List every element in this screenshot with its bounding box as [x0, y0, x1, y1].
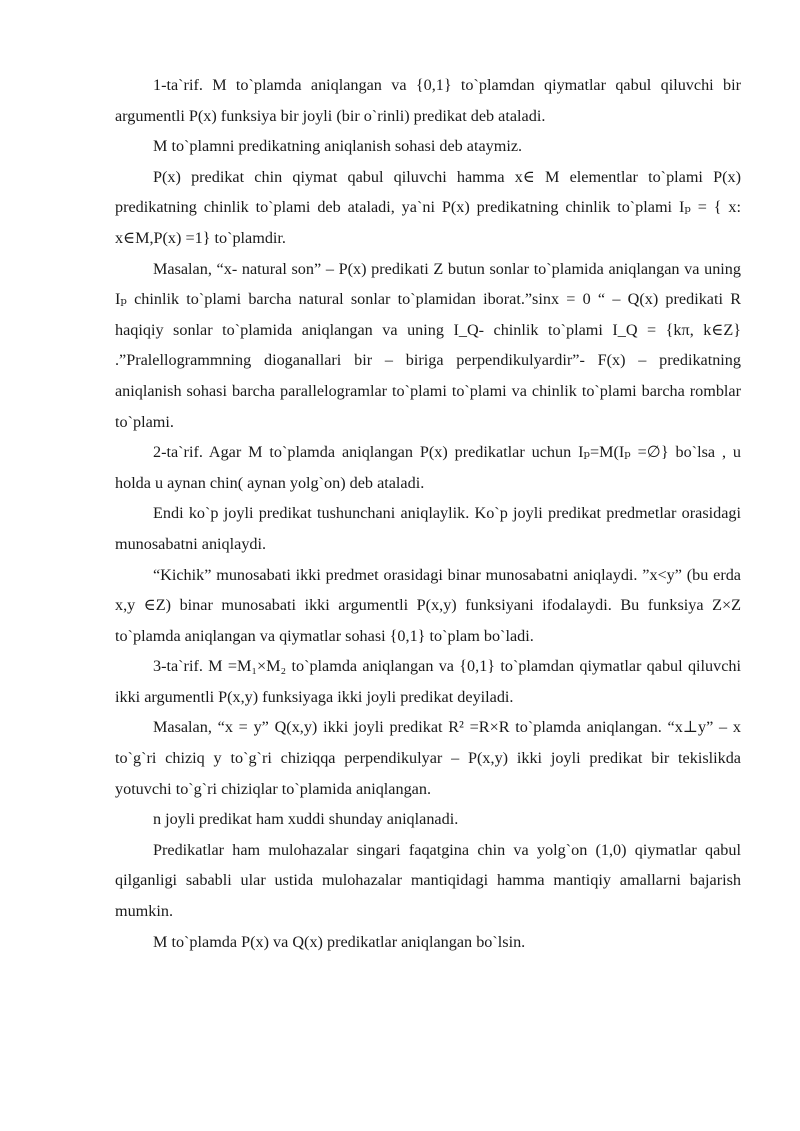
paragraph-domain: M to`plamni predikatning aniqlanish sohasi deb ataymiz.	[153, 137, 523, 156]
document-body	[115, 70, 741, 957]
paragraph-n-place: n joyli predikat ham xuddi shunday aniqlanadi.	[153, 810, 459, 829]
paragraph-truth-set: P(x) predikat chin qiymat qabul qiluvchi hamma x∈ M elementlar to`plami P(x) predikatning chinlik to`plami deb ataladi, ya`ni P(x) predikatning chinlik to`plami Iₚ = { x: x∈M,P(x) =1} to`plamdir.	[115, 167, 741, 247]
paragraph-multi-place-intro: Endi ko`p joyli predikat tushunchani aniqlaylik. Ko`p joyli predikat predmetlar orasidagi munosabatni aniqlaydi.	[115, 504, 741, 553]
paragraph-examples-2: Masalan, “x = y” Q(x,y) ikki joyli predikat R² =R×R to`plamda aniqlangan. “x⊥y” – x to`g`ri chiziq y to`g`ri chiziqqa perpendikulyar – P(x,y) ikki joyli predikat bir tekislikda yotuvchi to`g`ri chiziqlar to`plamida aniqlangan.	[115, 718, 741, 798]
paragraph-definition-1: 1-ta`rif. M to`plamda aniqlangan va {0,1} to`plamdan qiymatlar qabul qiluvchi bir argumentli P(x) funksiya bir joyli (bir o`rinli) predikat deb ataladi.	[115, 76, 741, 125]
paragraph-closing: M to`plamda P(x) va Q(x) predikatlar aniqlangan bo`lsin.	[153, 932, 526, 951]
paragraph-examples-1: Masalan, “x- natural son” – P(x) predikati Z butun sonlar to`plamida aniqlangan va uning Iₚ chinlik to`plami barcha natural sonlar to`plamidan iborat.”sinx = 0 “ – Q(x) predikati R haqiqiy sonlar to`plamida aniqlangan va uning I_Q- chinlik to`plami I_Q = {kπ, k∈Z} .”Pralellogrammning dioganallari bir – biriga perpendikulyardir”- F(x) – predikatning aniqlanish sohasi barcha parallelogramlar to`plami to`plami va chinlik to`plami barcha romblar to`plami.	[115, 259, 741, 431]
paragraph-logical-operations: Predikatlar ham mulohazalar singari faqatgina chin va yolg`on (1,0) qiymatlar qabul qilganligi sababli ular ustida mulohazalar mantiqidagi hamma mantiqiy amallarni bajarish mumkin.	[115, 840, 741, 921]
paragraph-definition-3: 3-ta`rif. M =M₁×M₂ to`plamda aniqlangan va {0,1} to`plamdan qiymatlar qabul qiluvchi ikki argumentli P(x,y) funksiyaga ikki joyli predikat deyiladi.	[115, 657, 741, 706]
paragraph-definition-2: 2-ta`rif. Agar M to`plamda aniqlangan P(x) predikatlar uchun Iₚ=M(Iₚ =∅} bo`lsa , u holda u aynan chin( aynan yolg`on) deb ataladi.	[115, 443, 741, 492]
paragraph-less-relation: “Kichik” munosabati ikki predmet orasidagi binar munosabatni aniqlaydi. ”x<y” (bu erda x,y ∈Z) binar munosabati ikki argumentli P(x,y) funksiyani ifodalaydi. Bu funksiya Z×Z to`plamda aniqlangan va qiymatlar sohasi {0,1} to`plam bo`ladi.	[115, 565, 741, 645]
